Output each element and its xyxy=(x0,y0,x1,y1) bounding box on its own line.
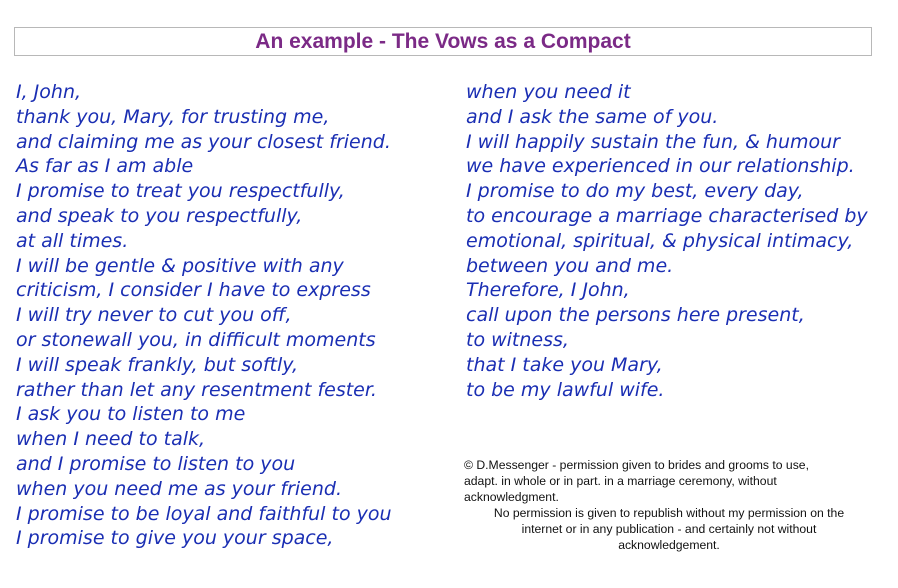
vow-line: when you need it xyxy=(466,81,631,103)
vow-line: I promise to be loyal and faithful to you xyxy=(16,502,392,525)
vow-line: to be my lawful wife. xyxy=(466,378,665,401)
republish-line: internet or in any publication - and certainly not without xyxy=(521,522,817,536)
vow-line: to encourage a marriage characterised by xyxy=(466,204,868,227)
copyright-line: adapt. in whole or in part. in a marriage ceremony, without xyxy=(464,474,777,488)
copyright-line: acknowledgment. xyxy=(464,490,559,504)
vow-line: between you and me. xyxy=(466,254,674,277)
vow-line: at all times. xyxy=(16,229,129,252)
republish-line: acknowledgement. xyxy=(618,538,720,552)
vow-line: I, John, xyxy=(16,81,82,103)
vows-left-column xyxy=(16,80,392,551)
vow-line: I ask you to listen to me xyxy=(16,403,246,426)
page-title: An example - The Vows as a Compact xyxy=(255,30,631,53)
vow-line: I will speak frankly, but softly, xyxy=(16,353,299,376)
vow-line: As far as I am able xyxy=(16,155,194,178)
vow-line: I promise to do my best, every day, xyxy=(466,180,804,203)
vow-line: rather than let any resentment fester. xyxy=(16,378,377,401)
copyright-notice xyxy=(464,457,874,553)
vow-line: thank you, Mary, for trusting me, xyxy=(16,105,330,128)
vow-line: I will happily sustain the fun, & humour xyxy=(466,130,840,153)
vow-line: when I need to talk, xyxy=(16,428,206,451)
vow-line: Therefore, I John, xyxy=(466,279,630,302)
title-box xyxy=(14,27,872,56)
vow-line: I promise to give you your space, xyxy=(16,527,334,550)
vow-line: when you need me as your friend. xyxy=(16,477,343,500)
republish-line: No permission is given to republish without my permission on the xyxy=(493,506,845,520)
copyright-line: © D.Messenger - permission given to brides and grooms to use, xyxy=(464,458,809,472)
vow-line: to witness, xyxy=(466,328,569,351)
vow-line: criticism, I consider I have to express xyxy=(16,279,371,302)
vow-line: I will be gentle & positive with any xyxy=(16,254,344,277)
vows-right-column xyxy=(466,80,868,402)
vow-line: and claiming me as your closest friend. xyxy=(16,130,391,153)
vow-line: I will try never to cut you off, xyxy=(16,304,292,327)
vow-line: call upon the persons here present, xyxy=(466,304,805,327)
vow-line: I promise to treat you respectfully, xyxy=(16,180,345,203)
vow-line: emotional, spiritual, & physical intimacy, xyxy=(466,229,854,252)
vow-line: and I ask the same of you. xyxy=(466,105,719,128)
vow-line: we have experienced in our relationship. xyxy=(466,155,855,178)
vow-line: that I take you Mary, xyxy=(466,353,663,376)
vow-line: or stonewall you, in difficult moments xyxy=(16,328,376,351)
vow-line: and speak to you respectfully, xyxy=(16,204,303,227)
vow-line: and I promise to listen to you xyxy=(16,452,296,475)
